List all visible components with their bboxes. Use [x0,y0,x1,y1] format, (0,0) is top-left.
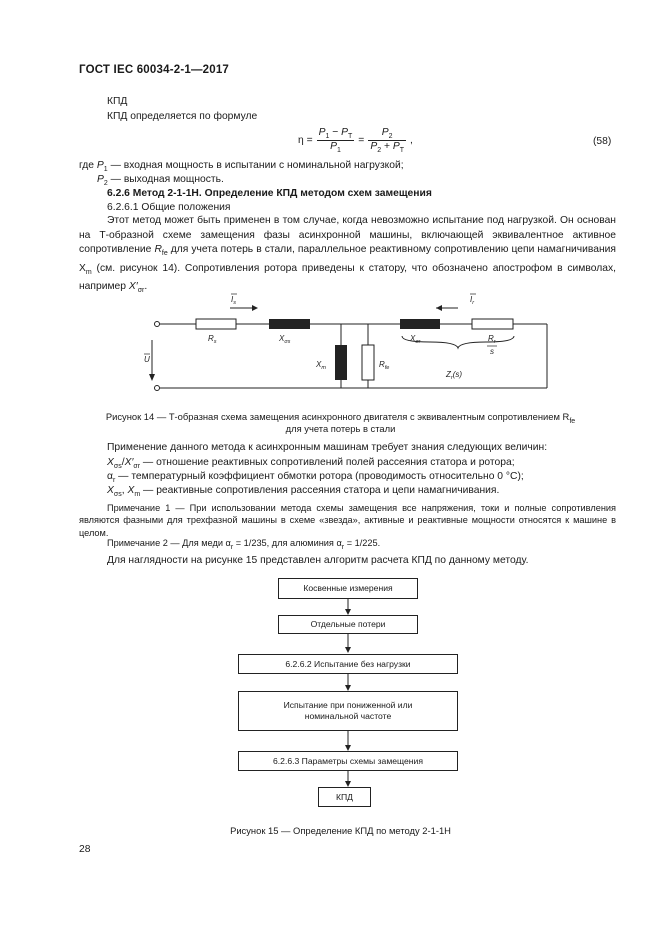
label-is: $I_s$ [231,295,236,306]
page-number: 28 [79,844,91,855]
subsection-heading: 6.2.6.1 Общие положения [107,202,231,213]
label-xsr: $X_{\sigma r}$ [410,334,421,345]
terminal-bottom [155,386,160,391]
flow-box-indirect-measurements: Косвенные измерения [278,578,418,599]
where-line-1: где $P_1$ — входная мощность в испытании с номинальной нагрузкой; [79,160,404,174]
label-xm: $X_m$ [316,360,326,371]
resistor-rs [196,319,236,329]
label-s: s [490,347,494,356]
document-header: ГОСТ IEC 60034-2-1—2017 [79,64,230,76]
label-u: U [144,355,150,364]
note-1: Примечание 1 — При использовании метода схемы замещения все напряжения, токи и полные сопротивления являются фазными для трехфазной машины в схеме «звезда», активные и реактивные мощности относятся к машине в целом. [79,503,616,538]
arrow-is [252,305,258,311]
figure-15-caption: Рисунок 15 — Определение КПД по методу 2-1-1Н [230,825,451,836]
algorithm-intro: Для наглядности на рисунке 15 представлен алгоритм расчета КПД по данному методу. [107,555,529,566]
flow-box-circuit-parameters: 6.2.6.3 Параметры схемы замещения [238,751,458,771]
resistor-rr [472,319,513,329]
label-rs: $R_s$ [208,334,217,345]
requirements-intro: Применение данного метода к асинхронным машинам требует знания следующих величин: [107,442,548,453]
flow-box-no-load-test: 6.2.6.2 Испытание без нагрузки [238,654,458,674]
formula-58: η = $\frac{P_1 - P_T}{P_1}$ = $\frac{P_2}{P_2 + P_T}$ , [298,127,413,155]
formula-eta: η = [298,135,313,147]
arrow-u [149,374,155,381]
figure-14-circuit [140,288,560,398]
requirement-item-3: $X_{\sigma s}$, $X_m$ — реактивные сопротивления рассеяния статора и цепи намагничивания. [107,485,500,499]
where-line-2: $P_2$ — выходная мощность. [97,174,224,188]
figure-14-caption-line-2: для учета потерь в стали [285,423,396,434]
inductor-xss [269,319,310,329]
flow-arrow [345,647,351,653]
label-zr: $Z_r(s)$ [446,370,463,381]
resistor-rfe [362,345,374,380]
section-heading: 6.2.6 Метод 2-1-1Н. Определение КПД методом схем замещения [107,188,432,199]
kpd-label: КПД [107,96,128,107]
label-xss: $X_{\sigma s}$ [279,334,291,345]
inductor-xsr [400,319,440,329]
kpd-defined-text: КПД определяется по формуле [107,111,258,122]
terminal-top [155,322,160,327]
figure-14-caption-line-1: Рисунок 14 — Т-образная схема замещения асинхронного двигателя с эквивалентным сопротивлением $R_{fe}$ [105,411,576,425]
note-2: Примечание 2 — Для меди $\alpha_r = 1/235$, для алюминия $\alpha_r = 1/225$. [107,538,381,551]
method-paragraph: Этот метод может быть применен в том случае, когда невозможно испытание под нагрузкой. Он основан на Т-образной схеме замещения фазы асинхронной машины, включающей эквивалентное активное сопротивление $R_{fe}$ для учета потерь в стали, параллельное реактивному сопротивлению цепи намагничивания $X_m$ (см. рисунок 14). Сопротивления ротора приведены к статору, что обозначено апострофом в символах, например $X'_{\sigma r}$. [79,215,616,295]
inductor-xm [335,345,347,380]
formula-number: (58) [593,136,612,147]
arrow-ir [436,305,442,311]
flow-box-separate-losses: Отдельные потери [278,615,418,634]
label-ir: $I_r$ [470,295,475,306]
flow-box-reduced-frequency-test: Испытание при пониженной или номинальной частоте [238,691,458,731]
requirement-item-1: $X_{\sigma s}/X'_{\sigma r}$ — отношение реактивных сопротивлений полей рассеяния статора и ротора; [107,457,515,471]
label-rfe: $R_{fe}$ [379,360,390,371]
requirement-item-2: $\alpha_r$ — температурный коэффициент обмотки ротора (проводимость относительно 0 °С); [107,471,524,485]
flow-box-efficiency: КПД [318,787,371,807]
formula-fraction-1: $\frac{P_1 - P_T}{P_1}$ [318,127,353,155]
label-rr: $R_r$ [488,334,496,345]
formula-fraction-2: $\frac{P_2}{P_2 + P_T}$ [370,127,404,155]
